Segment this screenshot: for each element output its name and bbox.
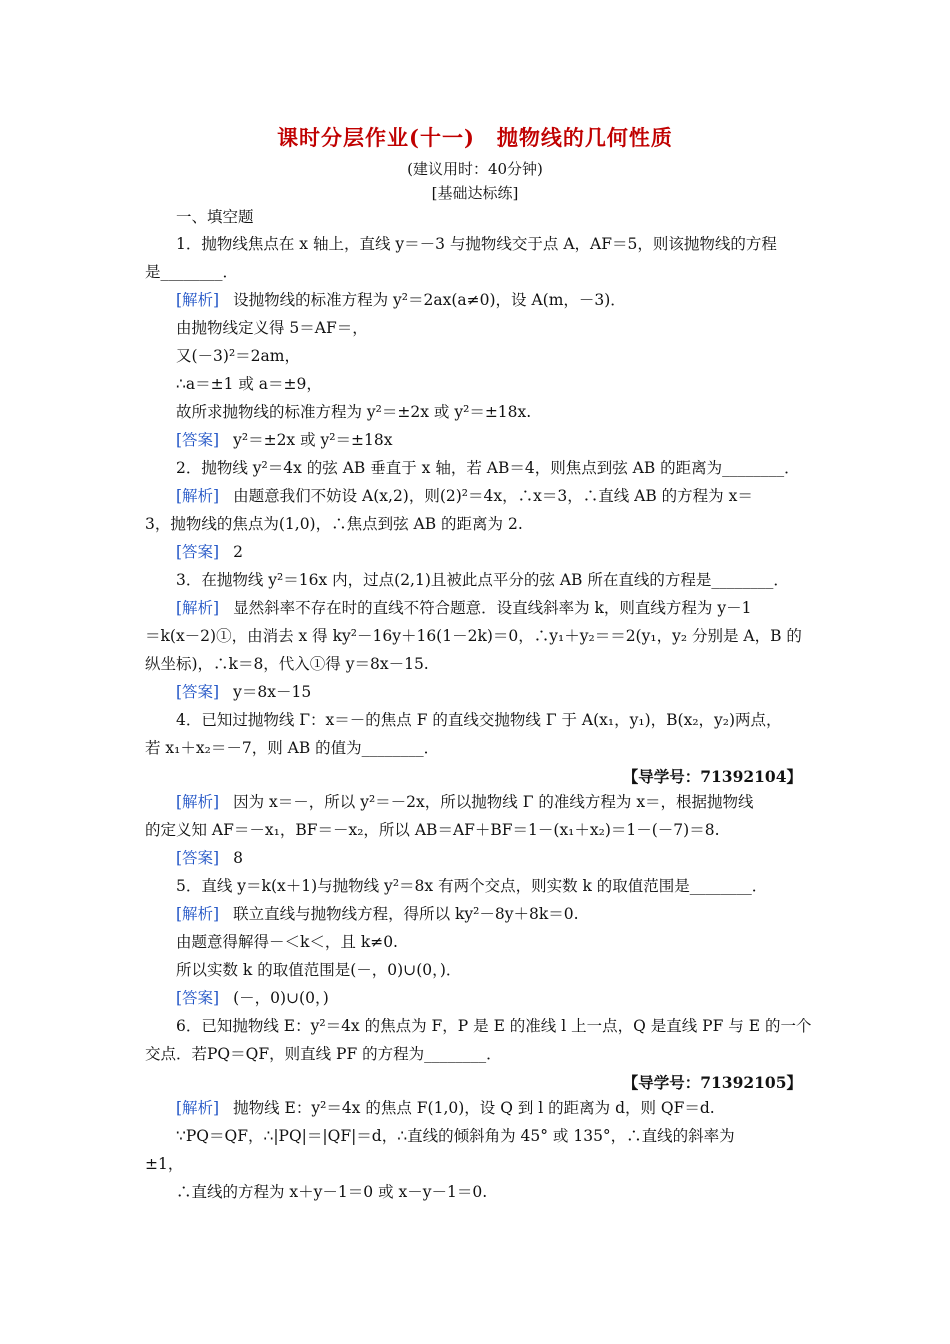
analysis-1-line-2: 由抛物线定义得 5＝AF＝， bbox=[176, 319, 368, 337]
answer-5: [答案] (－，0)∪(0，) bbox=[176, 989, 329, 1007]
analysis-tag: [解析] bbox=[176, 291, 220, 309]
question-3: 3．在抛物线 y²＝16x 内，过点(2,1)且被此点平分的弦 AB 所在直线的方程是________． bbox=[176, 571, 789, 589]
analysis-tag: [解析] bbox=[176, 1099, 220, 1117]
guide-number-1: 【导学号：71392104】 bbox=[622, 767, 802, 786]
question-6-line-2: 交点．若PQ＝QF，则直线 PF 的方程为________． bbox=[145, 1045, 502, 1063]
analysis-5-line-3: 所以实数 k 的取值范围是(－，0)∪(0，)． bbox=[176, 961, 462, 979]
question-1-line-1: 1．抛物线焦点在 x 轴上，直线 y＝－3 与抛物线交于点 A，AF＝5，则该抛物线的方程 bbox=[176, 235, 777, 253]
guide-number-2: 【导学号：71392105】 bbox=[622, 1073, 802, 1092]
answer-3: [答案] y＝8x－15 bbox=[176, 683, 312, 701]
question-4-line-2: 若 x₁＋x₂＝－7，则 AB 的值为________． bbox=[145, 739, 440, 757]
question-1-line-2: 是________． bbox=[145, 263, 239, 281]
analysis-2-line-2: 3，抛物线的焦点为(1,0)，∴焦点到弦 AB 的距离为 2. bbox=[145, 515, 523, 533]
answer-tag: [答案] bbox=[176, 431, 220, 449]
answer-tag: [答案] bbox=[176, 683, 220, 701]
suggested-time: (建议用时：40分钟) bbox=[407, 160, 543, 178]
analysis-5-line-1: [解析] 联立直线与抛物线方程，得所以 ky²－8y＋8k＝0. bbox=[176, 905, 579, 923]
answer-2: [答案] 2 bbox=[176, 543, 243, 561]
analysis-tag: [解析] bbox=[176, 599, 220, 617]
analysis-3-line-2: ＝k(x－2)①，由消去 x 得 ky²－16y＋16(1－2k)＝0，∴y₁＋y₂＝＝2(y₁，y₂ 分别是 A，B 的 bbox=[145, 627, 802, 645]
analysis-6-line-1: [解析] 抛物线 E：y²＝4x 的焦点 F(1,0)，设 Q 到 l 的距离为 d，则 QF＝d. bbox=[176, 1099, 715, 1117]
answer-1: [答案] y²＝±2x 或 y²＝±18x bbox=[176, 431, 393, 449]
question-6-line-1: 6．已知抛物线 E：y²＝4x 的焦点为 F，P 是 E 的准线 l 上一点，Q 是直线 PF 与 E 的一个 bbox=[176, 1017, 812, 1035]
analysis-1-line-5: 故所求抛物线的标准方程为 y²＝±2x 或 y²＝±18x. bbox=[176, 403, 532, 421]
analysis-6-line-4: ∴直线的方程为 x＋y－1＝0 或 x－y－1＝0. bbox=[176, 1183, 488, 1201]
question-4-line-1: 4．已知过抛物线 Γ：x＝－的焦点 F 的直线交抛物线 Γ 于 A(x₁，y₁)，B(x₂，y₂)两点， bbox=[176, 711, 782, 729]
analysis-4-line-1: [解析] 因为 x＝－，所以 y²＝－2x，所以抛物线 Γ 的准线方程为 x＝，根据抛物线 bbox=[176, 793, 754, 811]
analysis-5-line-2: 由题意得解得－＜k＜，且 k≠0. bbox=[176, 933, 398, 951]
page-title: 课时分层作业(十一) 抛物线的几何性质 bbox=[277, 125, 673, 150]
answer-tag: [答案] bbox=[176, 543, 220, 561]
question-2: 2．抛物线 y²＝4x 的弦 AB 垂直于 x 轴，若 AB＝4，则焦点到弦 AB 的距离为________． bbox=[176, 459, 800, 477]
analysis-2-line-1: [解析] 由题意我们不妨设 A(x,2)，则(2)²＝4x，∴x＝3，∴直线 AB 的方程为 x＝ bbox=[176, 487, 753, 505]
analysis-1-line-4: ∴a＝±1 或 a＝±9， bbox=[176, 375, 322, 393]
question-5: 5．直线 y＝k(x＋1)与抛物线 y²＝8x 有两个交点，则实数 k 的取值范围是________． bbox=[176, 877, 768, 895]
analysis-3-line-3: 纵坐标)，∴k＝8，代入①得 y＝8x－15. bbox=[145, 655, 429, 673]
analysis-tag: [解析] bbox=[176, 487, 220, 505]
section-heading: 一、填空题 bbox=[176, 208, 254, 226]
analysis-6-line-2: ∵PQ＝QF，∴|PQ|＝|QF|＝d，∴直线的倾斜角为 45° 或 135°，∴直线的斜率为 bbox=[176, 1127, 735, 1145]
analysis-3-line-1: [解析] 显然斜率不存在时的直线不符合题意．设直线斜率为 k，则直线方程为 y－1 bbox=[176, 599, 752, 617]
level-label: [基础达标练] bbox=[431, 184, 519, 202]
answer-4: [答案] 8 bbox=[176, 849, 243, 867]
answer-tag: [答案] bbox=[176, 849, 220, 867]
analysis-tag: [解析] bbox=[176, 793, 220, 811]
analysis-4-line-2: 的定义知 AF＝－x₁，BF＝－x₂，所以 AB＝AF＋BF＝1－(x₁＋x₂)＝1－(－7)＝8. bbox=[145, 821, 720, 839]
analysis-1-line-3: 又(－3)²＝2am， bbox=[176, 347, 300, 365]
analysis-1-line-1: [解析] 设抛物线的标准方程为 y²＝2ax(a≠0)，设 A(m，－3)． bbox=[176, 291, 626, 309]
answer-tag: [答案] bbox=[176, 989, 220, 1007]
analysis-6-line-3: ±1， bbox=[145, 1155, 184, 1173]
analysis-tag: [解析] bbox=[176, 905, 220, 923]
